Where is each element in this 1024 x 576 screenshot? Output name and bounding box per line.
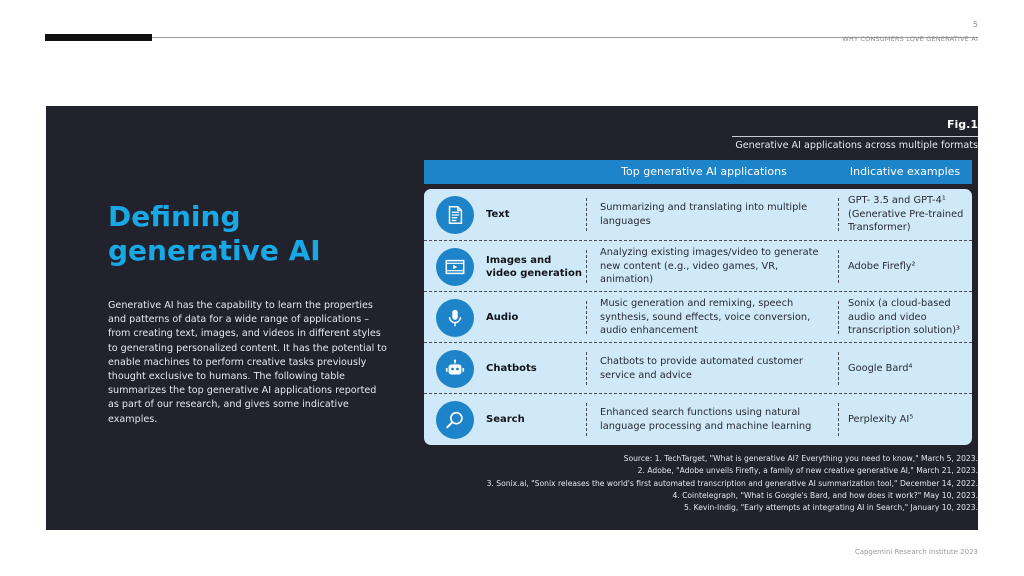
table-row — [424, 189, 972, 240]
column-divider — [586, 250, 587, 283]
applications-table — [424, 189, 972, 445]
running-title: WHY CONSUMERS LOVE GENERATIVE AI — [842, 35, 978, 43]
column-divider — [838, 403, 839, 436]
table-row — [424, 291, 972, 342]
example-cell: Google Bard⁴ — [848, 362, 913, 374]
column-divider — [838, 352, 839, 385]
column-header-examples: Indicative examples — [849, 165, 961, 178]
application-cell: Summarizing and translating into multiple languages — [600, 202, 808, 227]
section-title: Defining generative AI — [108, 200, 321, 267]
format-label: Search — [486, 414, 525, 425]
source-line: 4. Cointelegraph, "What is Google's Bard, and how does it work?" May 10, 2023. — [672, 490, 978, 500]
page-number: 5 — [972, 20, 978, 29]
application-cell: Chatbots to provide automated customer service and advice — [600, 356, 803, 381]
format-label: Audio — [486, 312, 519, 323]
column-divider — [838, 198, 839, 231]
column-divider — [586, 198, 587, 231]
column-divider — [838, 250, 839, 283]
format-label: Images and video generation — [486, 254, 582, 279]
format-label: Text — [486, 209, 510, 220]
source-line: Source: 1. TechTarget, "What is generative AI? Everything you need to know," March 5, 2023. — [623, 454, 978, 463]
microphone-icon — [436, 299, 474, 337]
footer-publisher: Capgemini Research Institute 2023 — [854, 548, 978, 556]
example-cell: Adobe Firefly² — [848, 260, 916, 272]
column-divider — [586, 403, 587, 436]
document-icon — [436, 196, 474, 234]
header-accent-bar — [45, 34, 152, 41]
application-cell: Music generation and remixing, speech synthesis, sound effects, voice conversion, audio enhancement — [600, 298, 811, 337]
robot-icon — [436, 350, 474, 388]
figure-label: Fig.1 — [947, 118, 978, 131]
content-panel — [46, 106, 978, 530]
source-line: 5. Kevin-Indig, "Early attempts at integrating AI in Search," January 10, 2023. — [683, 503, 978, 513]
application-cell: Enhanced search functions using natural language processing and machine learning — [600, 407, 812, 432]
source-notes — [418, 453, 978, 514]
table-row — [424, 342, 972, 393]
film-play-icon — [436, 248, 474, 286]
column-divider — [838, 301, 839, 334]
column-header-applications: Top generative AI applications — [621, 165, 787, 178]
table-header — [424, 160, 972, 184]
intro-paragraph: Generative AI has the capability to learn the properties and patterns of data for a wide range of applications – from creating text, images, and videos in different styles to generating personalized content. It has the potential to enable machines to perform creative tasks previously thought exclusive to humans. The following table summarizes the top generative AI applications reported as part of our research, and gives some indicative examples. — [108, 300, 387, 425]
figure-caption: Generative AI applications across multiple formats — [735, 140, 978, 151]
source-line: 3. Sonix.ai, "Sonix releases the world's first automated transcription and generative AI summarization tool," December 14, 2022. — [486, 478, 978, 488]
table-row — [424, 240, 972, 291]
format-label: Chatbots — [486, 363, 537, 374]
source-line: 2. Adobe, "Adobe unveils Firefly, a family of new creative generative AI," March 21, 2023. — [637, 466, 978, 476]
example-cell: Sonix (a cloud-based audio and video transcription solution)³ — [848, 298, 960, 337]
example-cell: Perplexity AI⁵ — [848, 413, 914, 425]
table-row — [424, 393, 972, 444]
column-divider — [586, 301, 587, 334]
figure-rule — [732, 136, 978, 137]
magnifier-icon — [436, 401, 474, 439]
column-divider — [586, 352, 587, 385]
application-cell: Analyzing existing images/video to generate new content (e.g., video games, VR, animation) — [600, 247, 819, 286]
example-cell: GPT- 3.5 and GPT-4¹ (Generative Pre-trained Transformer) — [848, 195, 964, 234]
